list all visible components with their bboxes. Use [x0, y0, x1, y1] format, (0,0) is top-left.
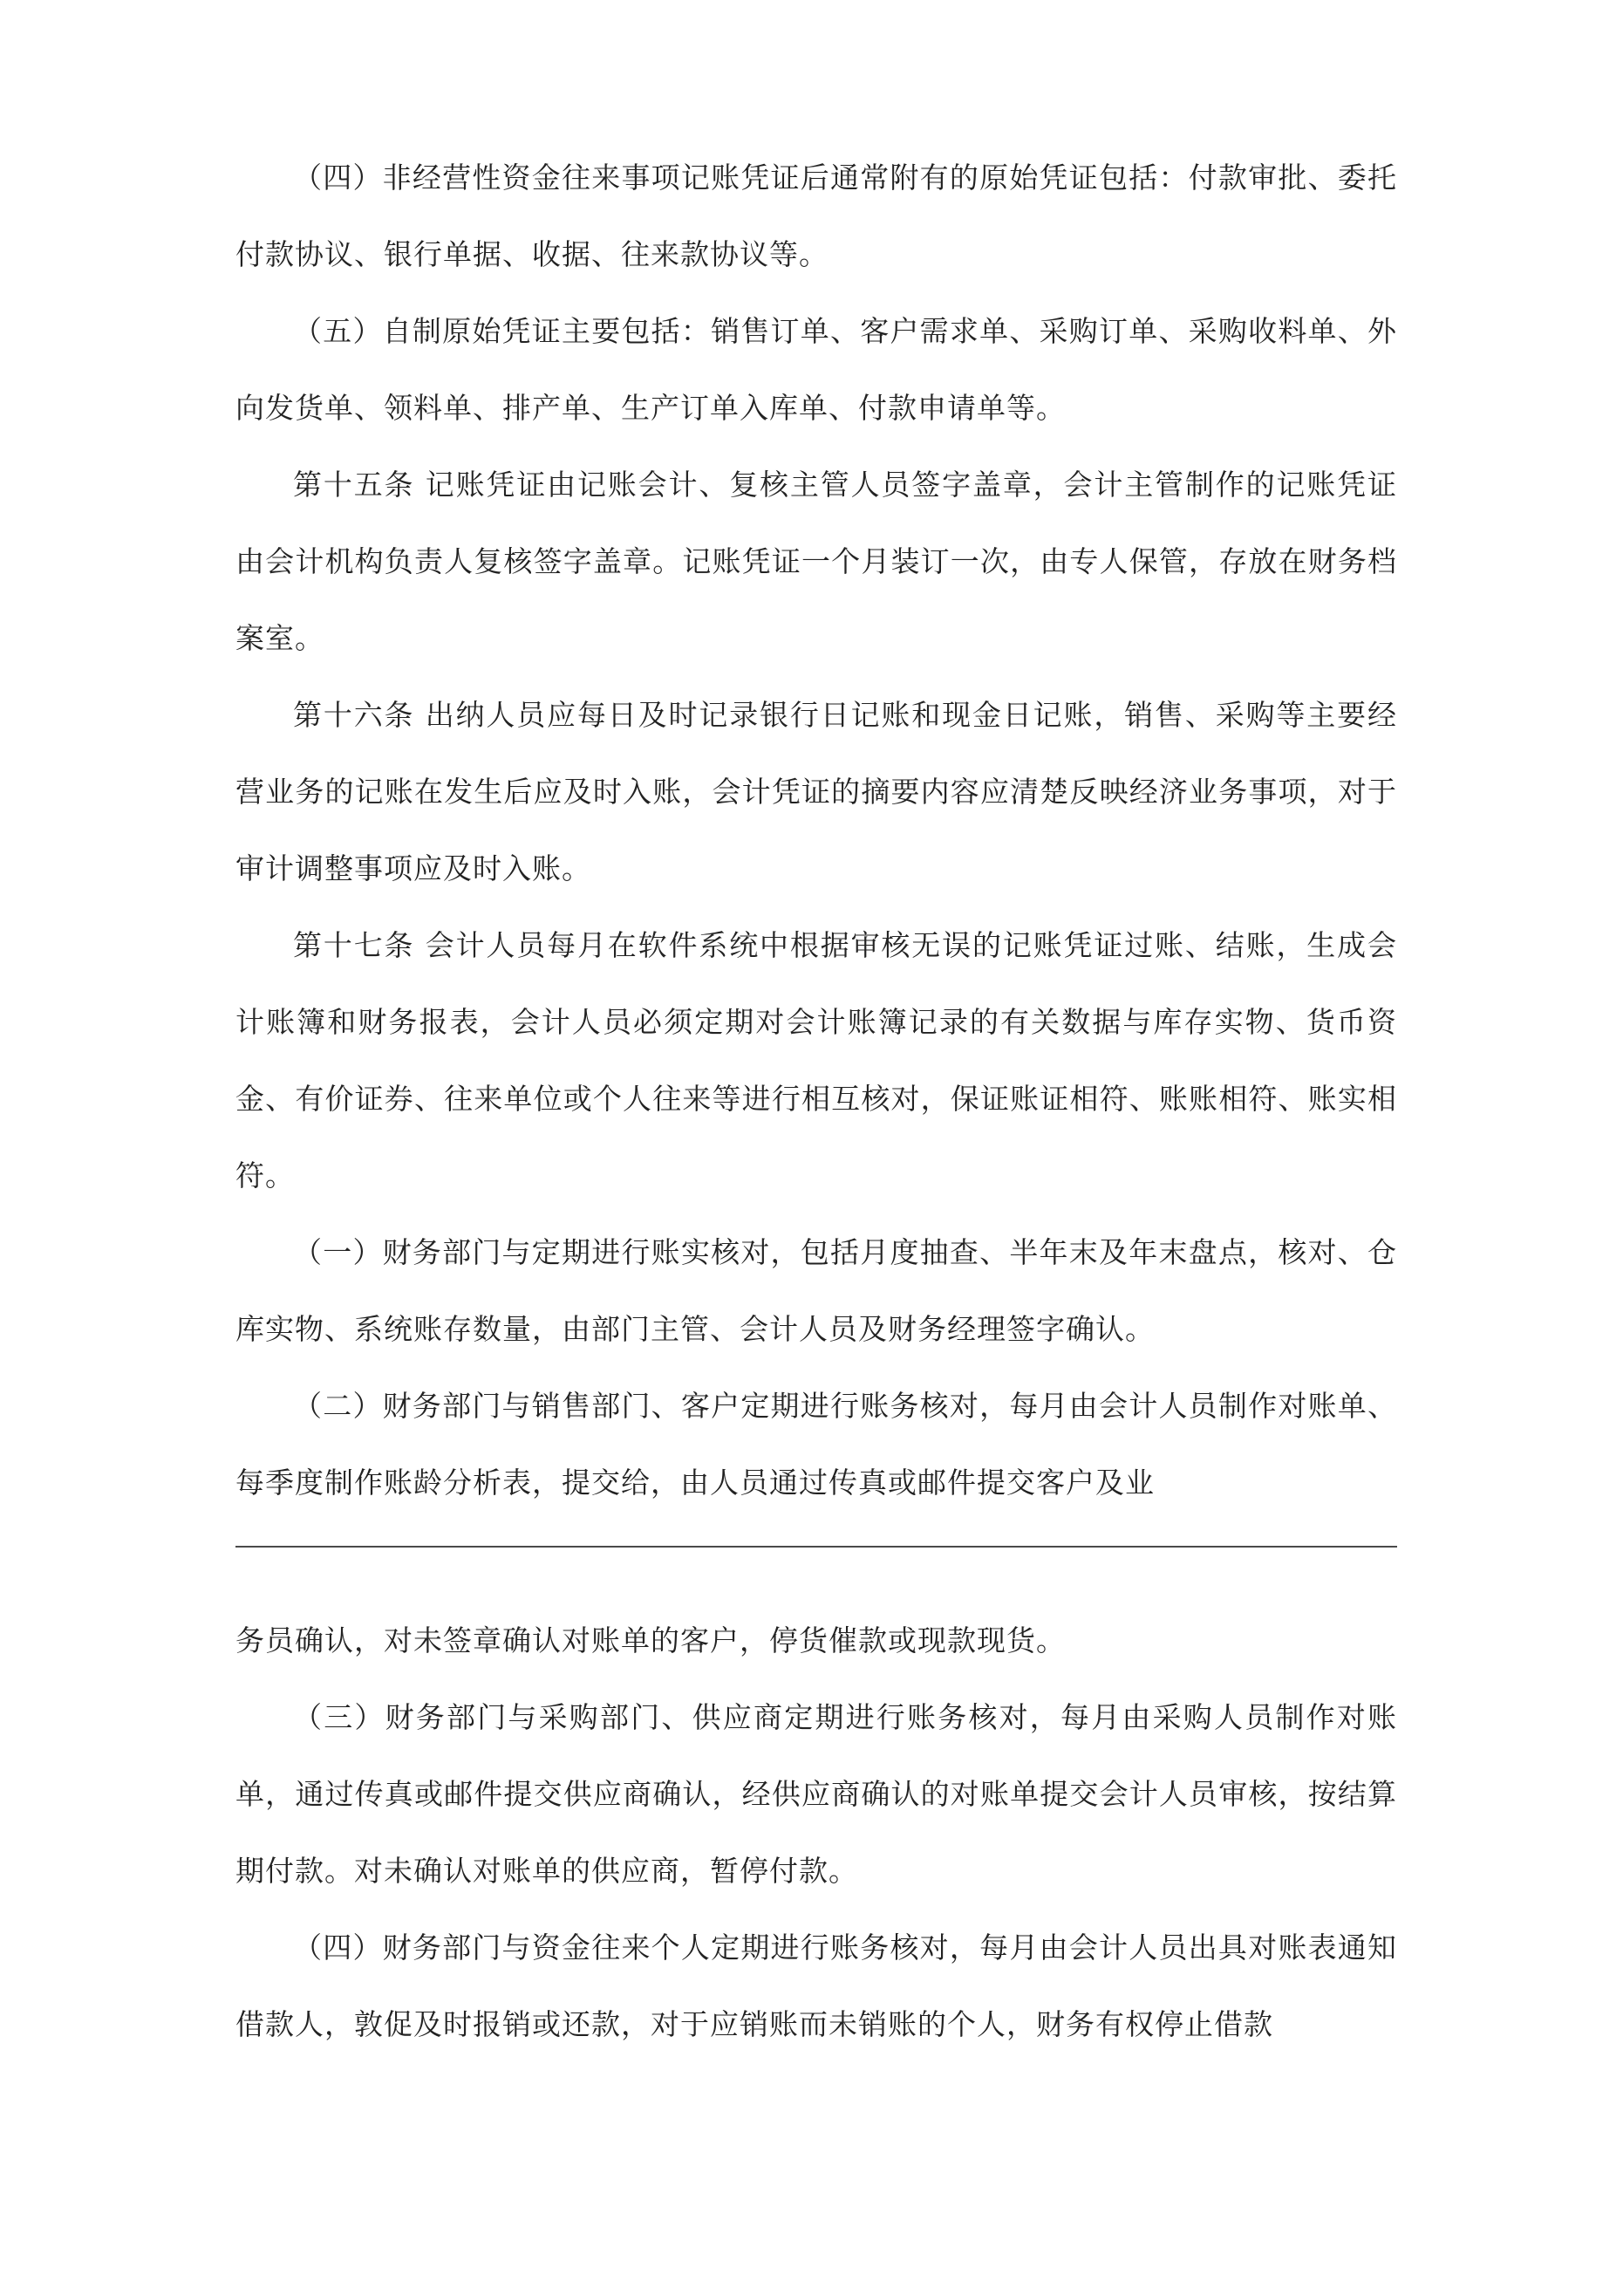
- page-divider: [235, 1546, 1397, 1548]
- paragraph-item-4: （四）非经营性资金往来事项记账凭证后通常附有的原始凭证包括：付款审批、委托付款协议、银行单据、收据、往来款协议等。: [235, 161, 1397, 271]
- article-17-item-2-continuation: 务员确认，对未签章确认对账单的客户，停货催款或现款现货。: [235, 1623, 1066, 1657]
- paragraph-item-5: （五）自制原始凭证主要包括：销售订单、客户需求单、采购订单、采购收料单、外向发货单、领料单、排产单、生产订单入库单、付款申请单等。: [235, 314, 1397, 425]
- document-body-top: [235, 140, 1397, 1521]
- article-17-item-1: （一）财务部门与定期进行账实核对，包括月度抽查、半年末及年末盘点，核对、仓库实物、系统账存数量，由部门主管、会计人员及财务经理签字确认。: [235, 1235, 1397, 1346]
- article-17-item-2: （二）财务部门与销售部门、客户定期进行账务核对，每月由会计人员制作对账单、每季度制作账龄分析表，提交给，由人员通过传真或邮件提交客户及业: [235, 1389, 1397, 1500]
- article-17-item-4: （四）财务部门与资金往来个人定期进行账务核对，每月由会计人员出具对账表通知借款人，敦促及时报销或还款，对于应销账而未销账的个人，财务有权停止借款: [235, 1930, 1397, 2041]
- article-17-paragraph: 第十七条 会计人员每月在软件系统中根据审核无误的记账凭证过账、结账，生成会计账簿和财务报表，会计人员必须定期对会计账簿记录的有关数据与库存实物、货币资金、有价证券、往来单位或个人往来等进行相互核对，保证账证相符、账账相符、账实相符。: [235, 928, 1397, 1192]
- article-15-paragraph: 第十五条 记账凭证由记账会计、复核主管人员签字盖章，会计主管制作的记账凭证由会计机构负责人复核签字盖章。记账凭证一个月装订一次，由专人保管，存放在财务档案室。: [235, 468, 1397, 655]
- article-17-item-3: （三）财务部门与采购部门、供应商定期进行账务核对，每月由采购人员制作对账单，通过传真或邮件提交供应商确认，经供应商确认的对账单提交会计人员审核，按结算期付款。对未确认对账单的供应商，暂停付款。: [235, 1700, 1397, 1888]
- article-16-paragraph: 第十六条 出纳人员应每日及时记录银行日记账和现金日记账，销售、采购等主要经营业务的记账在发生后应及时入账，会计凭证的摘要内容应清楚反映经济业务事项，对于审计调整事项应及时入账。: [235, 698, 1397, 885]
- document-body-bottom: [235, 1602, 1397, 2063]
